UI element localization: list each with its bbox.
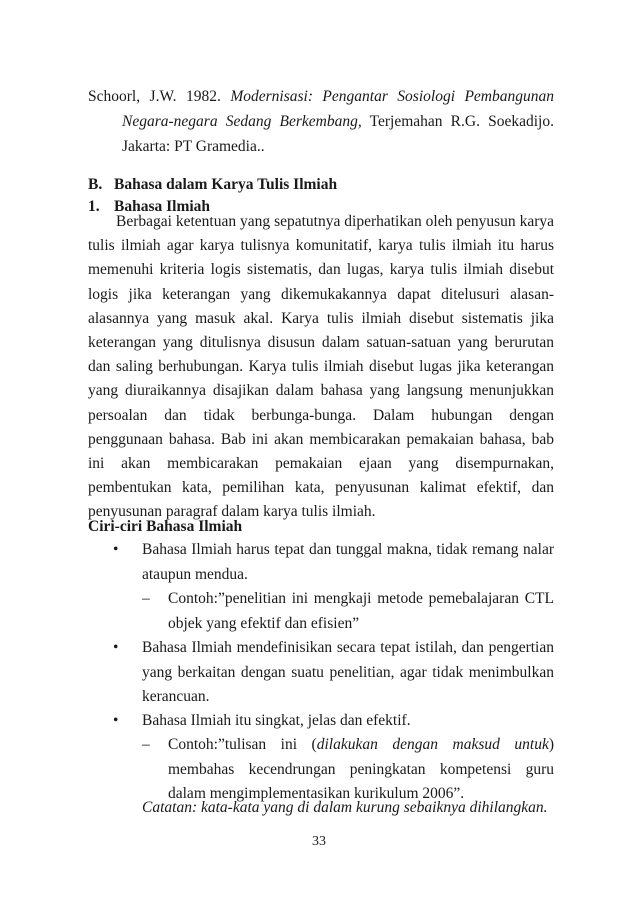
bibliography-reference	[88, 84, 554, 159]
bullet-item-2	[88, 636, 554, 710]
bullet-icon: •	[113, 541, 119, 558]
note-text: Catatan: kata-kata yang di dalam kurung sebaiknya dihilangkan.	[142, 799, 548, 816]
section-number: B.	[88, 176, 103, 193]
bullet-item-1	[88, 538, 554, 587]
dash-icon: –	[142, 736, 150, 753]
example-text: Contoh:”penelitian ini mengkaji metode pemebalajaran CTL objek yang efektif dan efisien”	[168, 590, 554, 632]
reference-title: Modernisasi: Pengantar Sosiologi Pembangunan Negara-negara Sedang Berkembang	[122, 88, 554, 130]
bullet-icon: •	[113, 639, 119, 656]
subsection-number: 1.	[88, 198, 100, 215]
example-text-italic: dilakukan dengan maksud untuk	[316, 736, 549, 753]
bullet-icon: •	[113, 712, 119, 729]
section-title: Bahasa dalam Karya Tulis Ilmiah	[114, 176, 338, 193]
body-paragraph: Berbagai ketentuan yang sepatutnya diperhatikan oleh penyusun karya tulis ilmiah agar karya tulisnya komunitatif, karya tulis ilmiah itu harus memenuhi kriteria logis sistematis, dan lugas, karya tulis ilmiah disebut logis jika keterangan yang dikemukakannya dapat ditelusuri alasan-alasannya yang masuk akal. Karya tulis ilmiah disebut sistematis jika keterangan yang ditulisnya disusun dalam satuan-satuan yang berurutan dan saling berhubungan. Karya tulis ilmiah disebut lugas jika keterangan yang diuraikannya disajikan dalam bahasa yang langsung menunjukkan persoalan dan tidak berbunga-bunga. Dalam hubungan dengan penggunaan bahasa. Bab ini akan membicarakan pemakaian bahasa, bab ini akan membicarakan pemakaian ejaan yang disempurnakan, pembentukan kata, pemilihan kata, penyusunan kalimat efektif, dan penyusunan paragraf dalam karya tulis ilmiah.	[88, 213, 554, 521]
example-item-1	[88, 587, 554, 636]
reference-author: Schoorl, J.W. 1982.	[88, 88, 221, 105]
reference-rest: , Terjemahan R.G. Soekadijo. Jakarta: PT Gramedia..	[122, 113, 554, 155]
example-text-before: Contoh:”tulisan ini (	[168, 736, 317, 753]
bullet-item-3	[88, 709, 554, 734]
subsection-title: Bahasa Ilmiah	[114, 198, 211, 215]
page-number: 33	[312, 834, 326, 849]
example-text-after: ) membahas kecendrungan peningkatan kompetensi guru dalam mengimplementasikan kurikulum 2006”.	[168, 736, 555, 802]
bullet-text: Bahasa Ilmiah harus tepat dan tunggal makna, tidak remang nalar ataupun mendua.	[142, 541, 554, 583]
dash-icon: –	[142, 590, 150, 607]
bullet-text: Bahasa Ilmiah itu singkat, jelas dan efektif.	[142, 712, 411, 729]
bullet-text: Bahasa Ilmiah mendefinisikan secara tepat istilah, dan pengertian yang berkaitan dengan suatu penelitian, agar tidak menimbulkan kerancuan.	[142, 639, 554, 705]
ciri-heading: Ciri-ciri Bahasa Ilmiah	[88, 518, 243, 535]
